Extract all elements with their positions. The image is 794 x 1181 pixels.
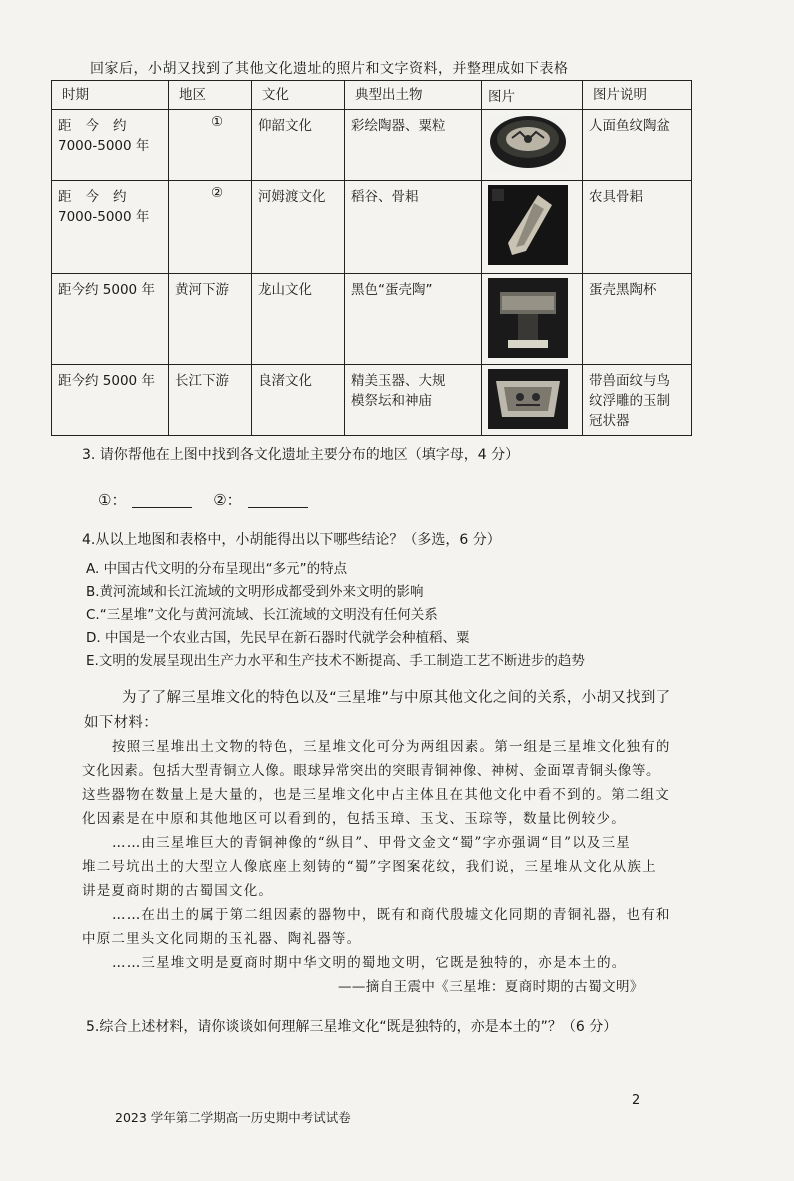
material-line: 按照三星堆出土文物的特色，三星堆文化可分为两组因素。第一组是三星堆文化独有的 <box>112 739 671 755</box>
question-5: 5.综合上述材料，请你谈谈如何理解三星堆文化“既是独特的，亦是本土的”？（6 分） <box>86 1019 618 1035</box>
eggshell-cup-photo <box>488 278 568 358</box>
option-a[interactable]: A. 中国古代文明的分布呈现出“多元”的特点 <box>86 561 348 577</box>
option-d[interactable]: D. 中国是一个农业古国，先民早在新石器时代就学会种植稻、粟 <box>86 630 470 646</box>
table-row <box>52 274 692 365</box>
header-period: 时期 <box>52 81 169 110</box>
header-culture: 文化 <box>252 81 345 110</box>
cell-picture <box>482 274 583 365</box>
question-3: 3. 请你帮他在上图中找到各文化遗址主要分布的地区（填字母，4 分） <box>82 447 520 463</box>
bowl-photo <box>488 114 568 172</box>
cell-period: 距今约 7000-5000 年 <box>52 110 169 181</box>
table-header-row <box>52 81 692 110</box>
cell-caption: 人面鱼纹陶盆 <box>583 110 692 181</box>
cell-culture: 良渚文化 <box>252 365 345 436</box>
cell-culture: 河姆渡文化 <box>252 181 345 274</box>
cell-artifacts: 黑色“蛋壳陶” <box>345 274 482 365</box>
cell-picture <box>482 365 583 436</box>
cell-caption: 蛋壳黑陶杯 <box>583 274 692 365</box>
cell-period: 距今约 5000 年 <box>52 365 169 436</box>
table-row <box>52 110 692 181</box>
material-line: 文化因素。包括大型青铜立人像。眼球异常突出的突眼青铜神像、神树、金面罩青铜头像等。 <box>82 763 661 779</box>
material-line: 中原二里头文化同期的玉礼器、陶礼器等。 <box>82 931 362 947</box>
cell-period: 距今约 5000 年 <box>52 274 169 365</box>
cell-region: ② <box>169 181 252 274</box>
material-intro-cont: 如下材料： <box>84 715 158 731</box>
blank-2-label: ②： <box>213 491 242 509</box>
option-b[interactable]: B.黄河流域和长江流域的文明形成都受到外来文明的影响 <box>86 584 424 600</box>
header-region: 地区 <box>169 81 252 110</box>
cell-period: 距今约 7000-5000 年 <box>52 181 169 274</box>
material-line: 堆二号坑出土的大型立人像底座上刻铸的“蜀”字图案花纹，我们说，三星堆从文化从族上 <box>82 859 657 875</box>
page-number: 2 <box>632 1093 641 1108</box>
cell-region: 黄河下游 <box>169 274 252 365</box>
question-4: 4.从以上地图和表格中，小胡能得出以下哪些结论？（多选，6 分） <box>82 532 501 548</box>
material-line: 化因素是在中原和其他地区可以看到的，包括玉璋、玉戈、玉琮等，数量比例较少。 <box>82 811 626 827</box>
cell-artifacts: 彩绘陶器、粟粒 <box>345 110 482 181</box>
table-row <box>52 365 692 436</box>
cell-caption: 带兽面纹与鸟 纹浮雕的玉制 冠状器 <box>583 365 692 436</box>
cell-region: 长江下游 <box>169 365 252 436</box>
material-line: ……由三星堆巨大的青铜神像的“纵目”、甲骨文金文“蜀”字亦强调“目”以及三星 <box>112 835 632 851</box>
exam-footer: 2023 学年第二学期高一历史期中考试试卷 <box>115 1110 351 1125</box>
question-3-answers <box>98 489 314 510</box>
cell-picture <box>482 181 583 274</box>
cell-culture: 仰韶文化 <box>252 110 345 181</box>
bone-spade-photo <box>488 185 568 265</box>
option-e[interactable]: E.文明的发展呈现出生产力水平和生产技术不断提高、手工制造工艺不断进步的趋势 <box>86 653 585 669</box>
table-row <box>52 181 692 274</box>
cell-culture: 龙山文化 <box>252 274 345 365</box>
blank-1-input[interactable] <box>132 493 192 508</box>
header-artifacts: 典型出土物 <box>345 81 482 110</box>
material-line: ……在出土的属于第二组因素的器物中，既有和商代殷墟文化同期的青铜礼器，也有和 <box>112 907 671 923</box>
cell-region: ① <box>169 110 252 181</box>
cell-artifacts: 精美玉器、大规 模祭坛和神庙 <box>345 365 482 436</box>
culture-sites-table <box>51 80 692 436</box>
material-source: ——摘自王震中《三星堆：夏商时期的古蜀文明》 <box>338 979 644 995</box>
header-picture: 图片 <box>482 81 583 110</box>
blank-1-label: ①： <box>98 491 127 509</box>
table-intro: 回家后，小胡又找到了其他文化遗址的照片和文字资料，并整理成如下表格 <box>90 61 569 77</box>
header-caption: 图片说明 <box>583 81 692 110</box>
jade-crown-photo <box>488 369 568 429</box>
blank-2-input[interactable] <box>248 493 308 508</box>
option-c[interactable]: C.“三星堆”文化与黄河流域、长江流域的文明没有任何关系 <box>86 607 438 623</box>
cell-picture <box>482 110 583 181</box>
cell-caption: 农具骨耜 <box>583 181 692 274</box>
cell-artifacts: 稻谷、骨耜 <box>345 181 482 274</box>
material-line: 这些器物在数量上是大量的，也是三星堆文化中占主体且在其他文化中看不到的。第二组文 <box>82 787 670 803</box>
material-line: 讲是夏商时期的古蜀国文化。 <box>82 883 274 899</box>
material-line: ……三星堆文明是夏商时期中华文明的蜀地文明，它既是独特的，亦是本土的。 <box>112 955 627 971</box>
material-intro: 为了了解三星堆文化的特色以及“三星堆”与中原其他文化之间的关系，小胡又找到了 <box>122 690 671 706</box>
